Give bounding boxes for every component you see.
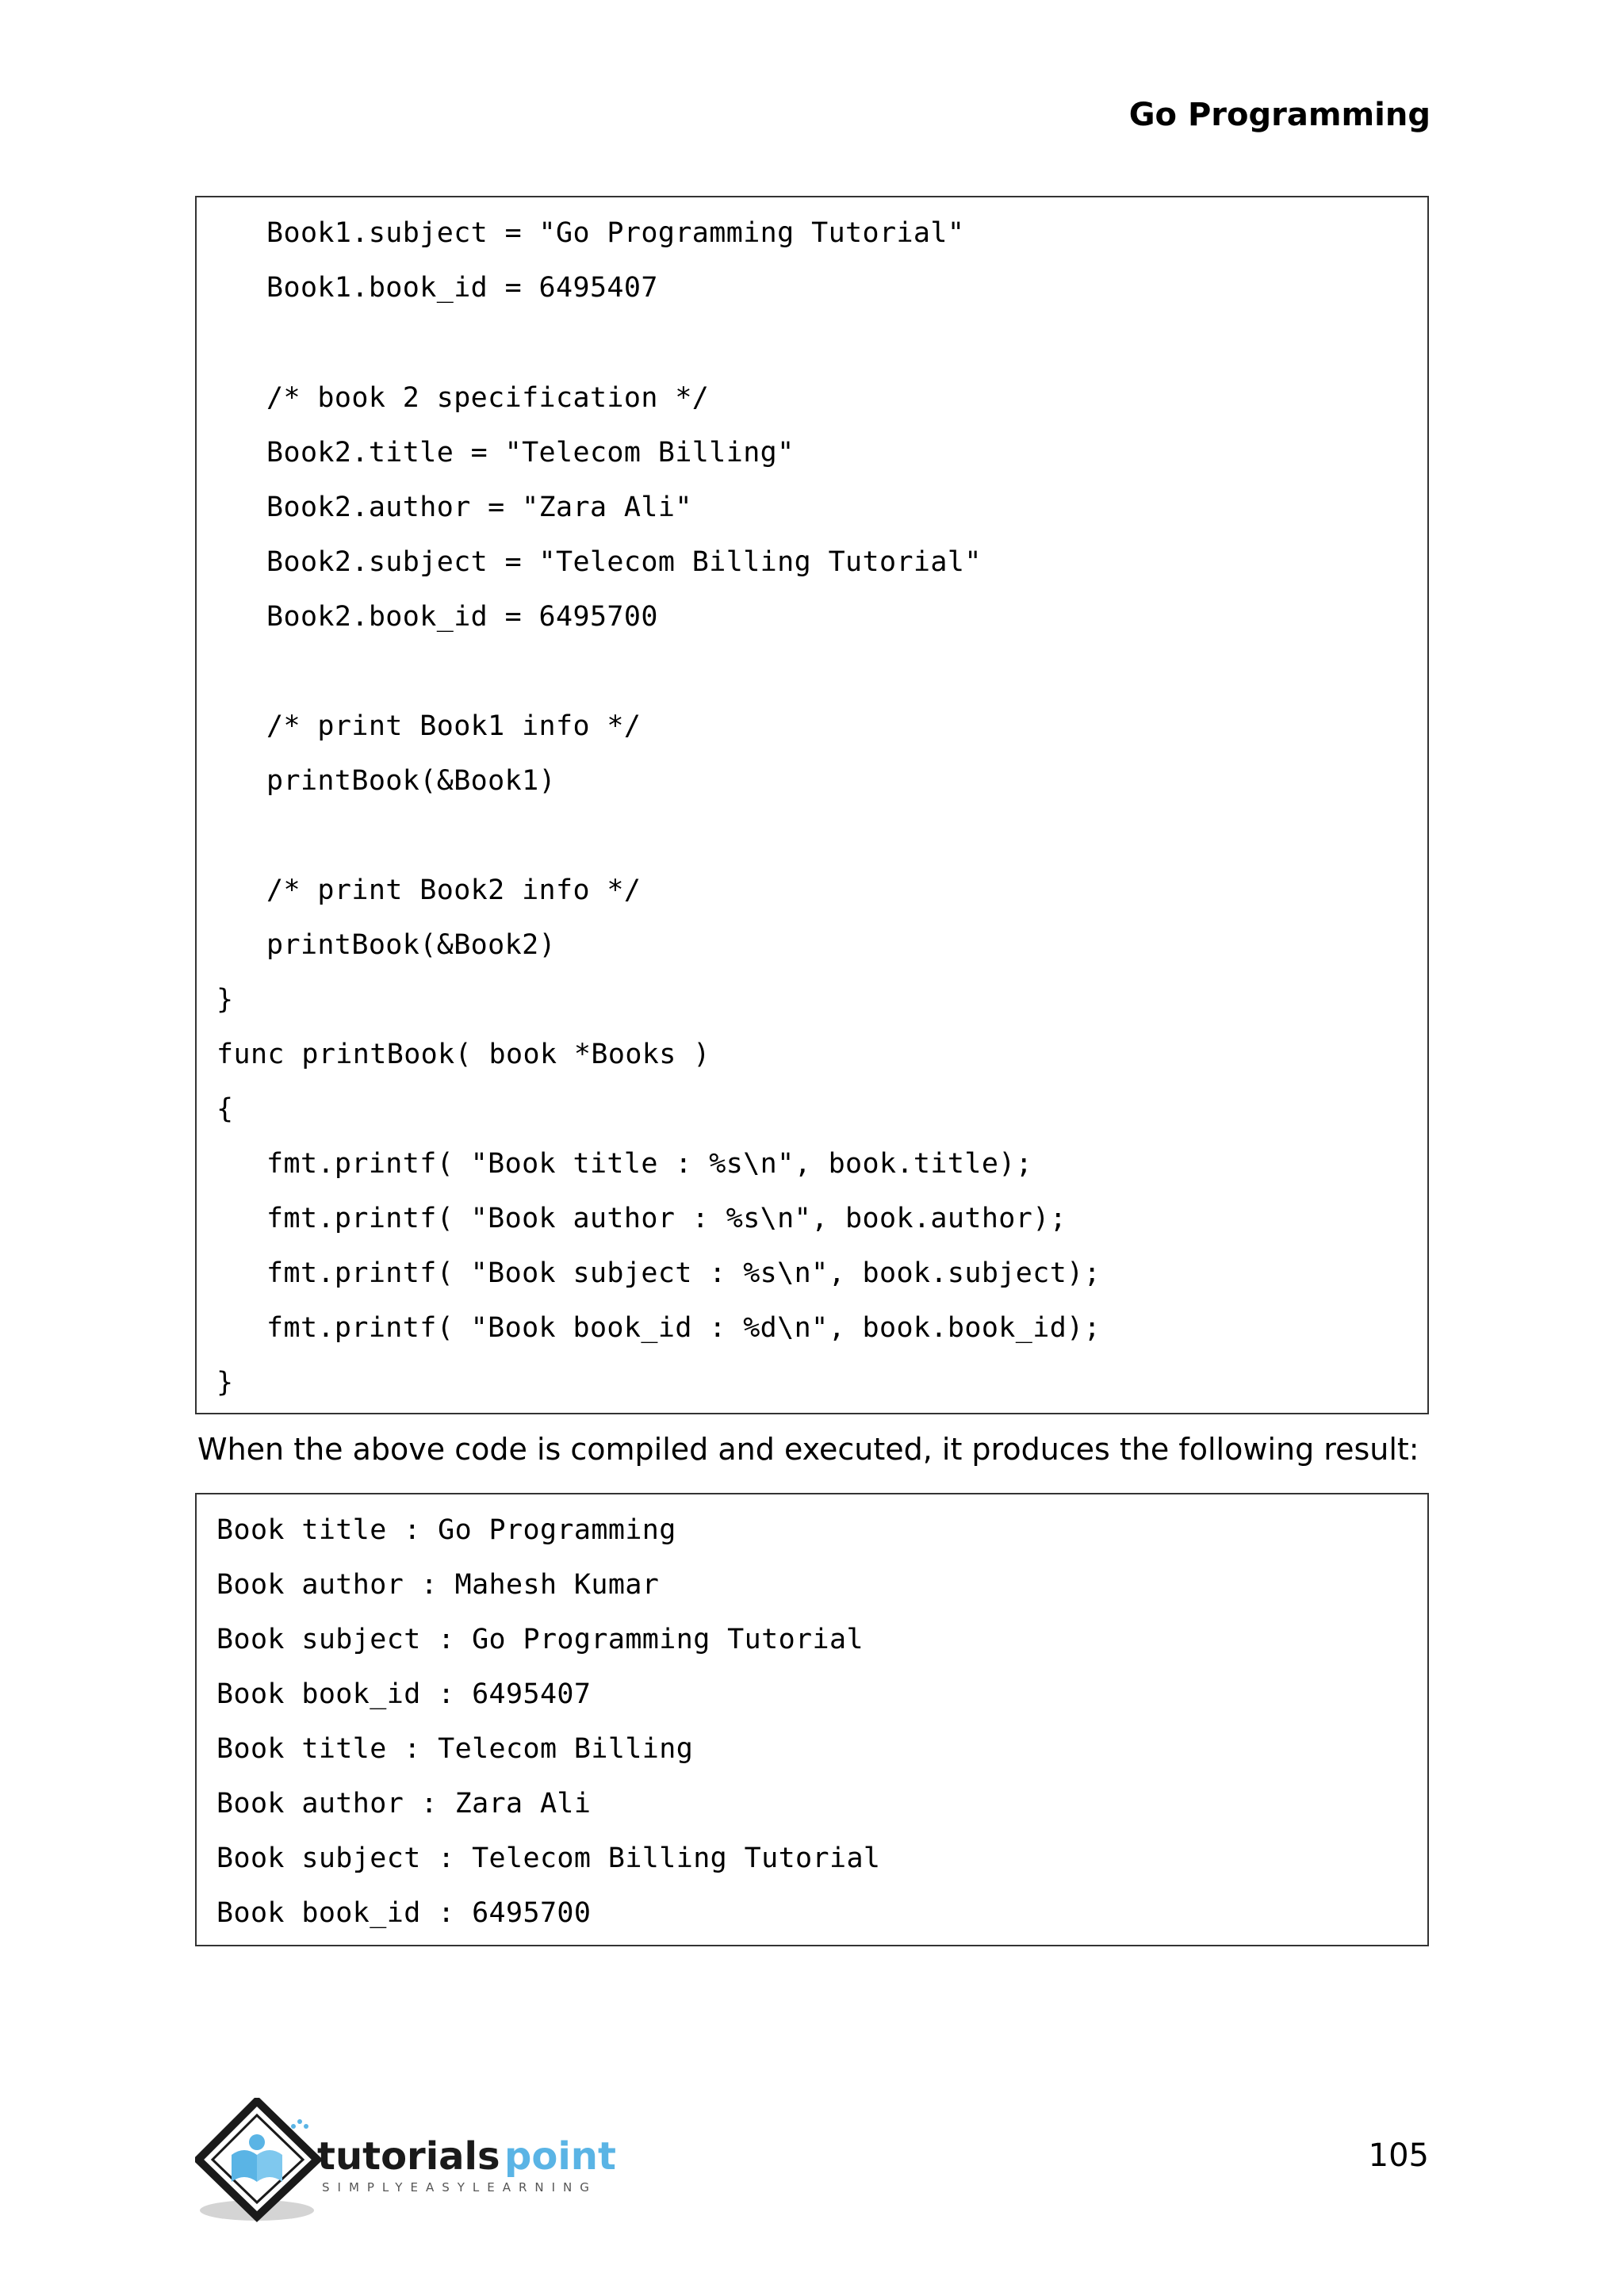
logo-book-left-icon: [232, 2150, 257, 2182]
output-line: Book subject : Go Programming Tutorial: [216, 1624, 864, 1655]
code-line: Book2.book_id = 6495700: [266, 601, 658, 633]
code-line: printBook(&Book2): [266, 929, 557, 961]
code-line: Book2.title = "Telecom Billing": [266, 437, 795, 469]
code-block-output: [195, 1493, 1429, 1946]
logo-tagline: SIMPLYEASYLEARNING: [322, 2180, 597, 2195]
code-line: {: [216, 1093, 234, 1125]
code-line: fmt.printf( "Book subject : %s\n", book.subject);: [266, 1257, 1101, 1289]
code-line: Book1.book_id = 6495407: [266, 272, 658, 304]
output-line: Book title : Telecom Billing: [216, 1733, 694, 1765]
code-line: /* print Book2 info */: [266, 874, 642, 906]
logo-book-right-icon: [257, 2150, 282, 2182]
tutorialspoint-logo: [195, 2098, 639, 2225]
code-line: fmt.printf( "Book author : %s\n", book.author);: [266, 1203, 1067, 1234]
code-line: }: [216, 984, 234, 1016]
code-block-source: [195, 196, 1429, 1414]
code-line: Book2.author = "Zara Ali": [266, 492, 692, 523]
output-line: Book author : Mahesh Kumar: [216, 1569, 660, 1601]
code-line: func printBook( book *Books ): [216, 1039, 710, 1070]
output-line: Book title : Go Programming: [216, 1514, 676, 1546]
output-line: Book subject : Telecom Billing Tutorial: [216, 1843, 881, 1874]
code-line: /* book 2 specification */: [266, 382, 710, 414]
code-line: printBook(&Book1): [266, 765, 557, 797]
page-header-title: Go Programming: [1128, 97, 1431, 133]
code-line: fmt.printf( "Book book_id : %d\n", book.book_id);: [266, 1312, 1101, 1344]
output-line: Book author : Zara Ali: [216, 1788, 592, 1820]
logo-wordmark-accent: point: [504, 2134, 616, 2179]
code-line: /* print Book1 info */: [266, 710, 642, 742]
code-line: fmt.printf( "Book title : %s\n", book.title);: [266, 1148, 1033, 1180]
logo-reader-head-icon: [249, 2134, 265, 2150]
page-number: 105: [1368, 2137, 1429, 2174]
code-line: Book2.subject = "Telecom Billing Tutorial": [266, 546, 982, 578]
output-line: Book book_id : 6495407: [216, 1678, 592, 1710]
result-intro-paragraph: When the above code is compiled and executed, it produces the following result:: [197, 1432, 1419, 1467]
code-line: }: [216, 1367, 234, 1399]
code-line: Book1.subject = "Go Programming Tutorial": [266, 217, 965, 249]
output-line: Book book_id : 6495700: [216, 1897, 592, 1929]
logo-wordmark-main: tutorials: [317, 2134, 500, 2179]
